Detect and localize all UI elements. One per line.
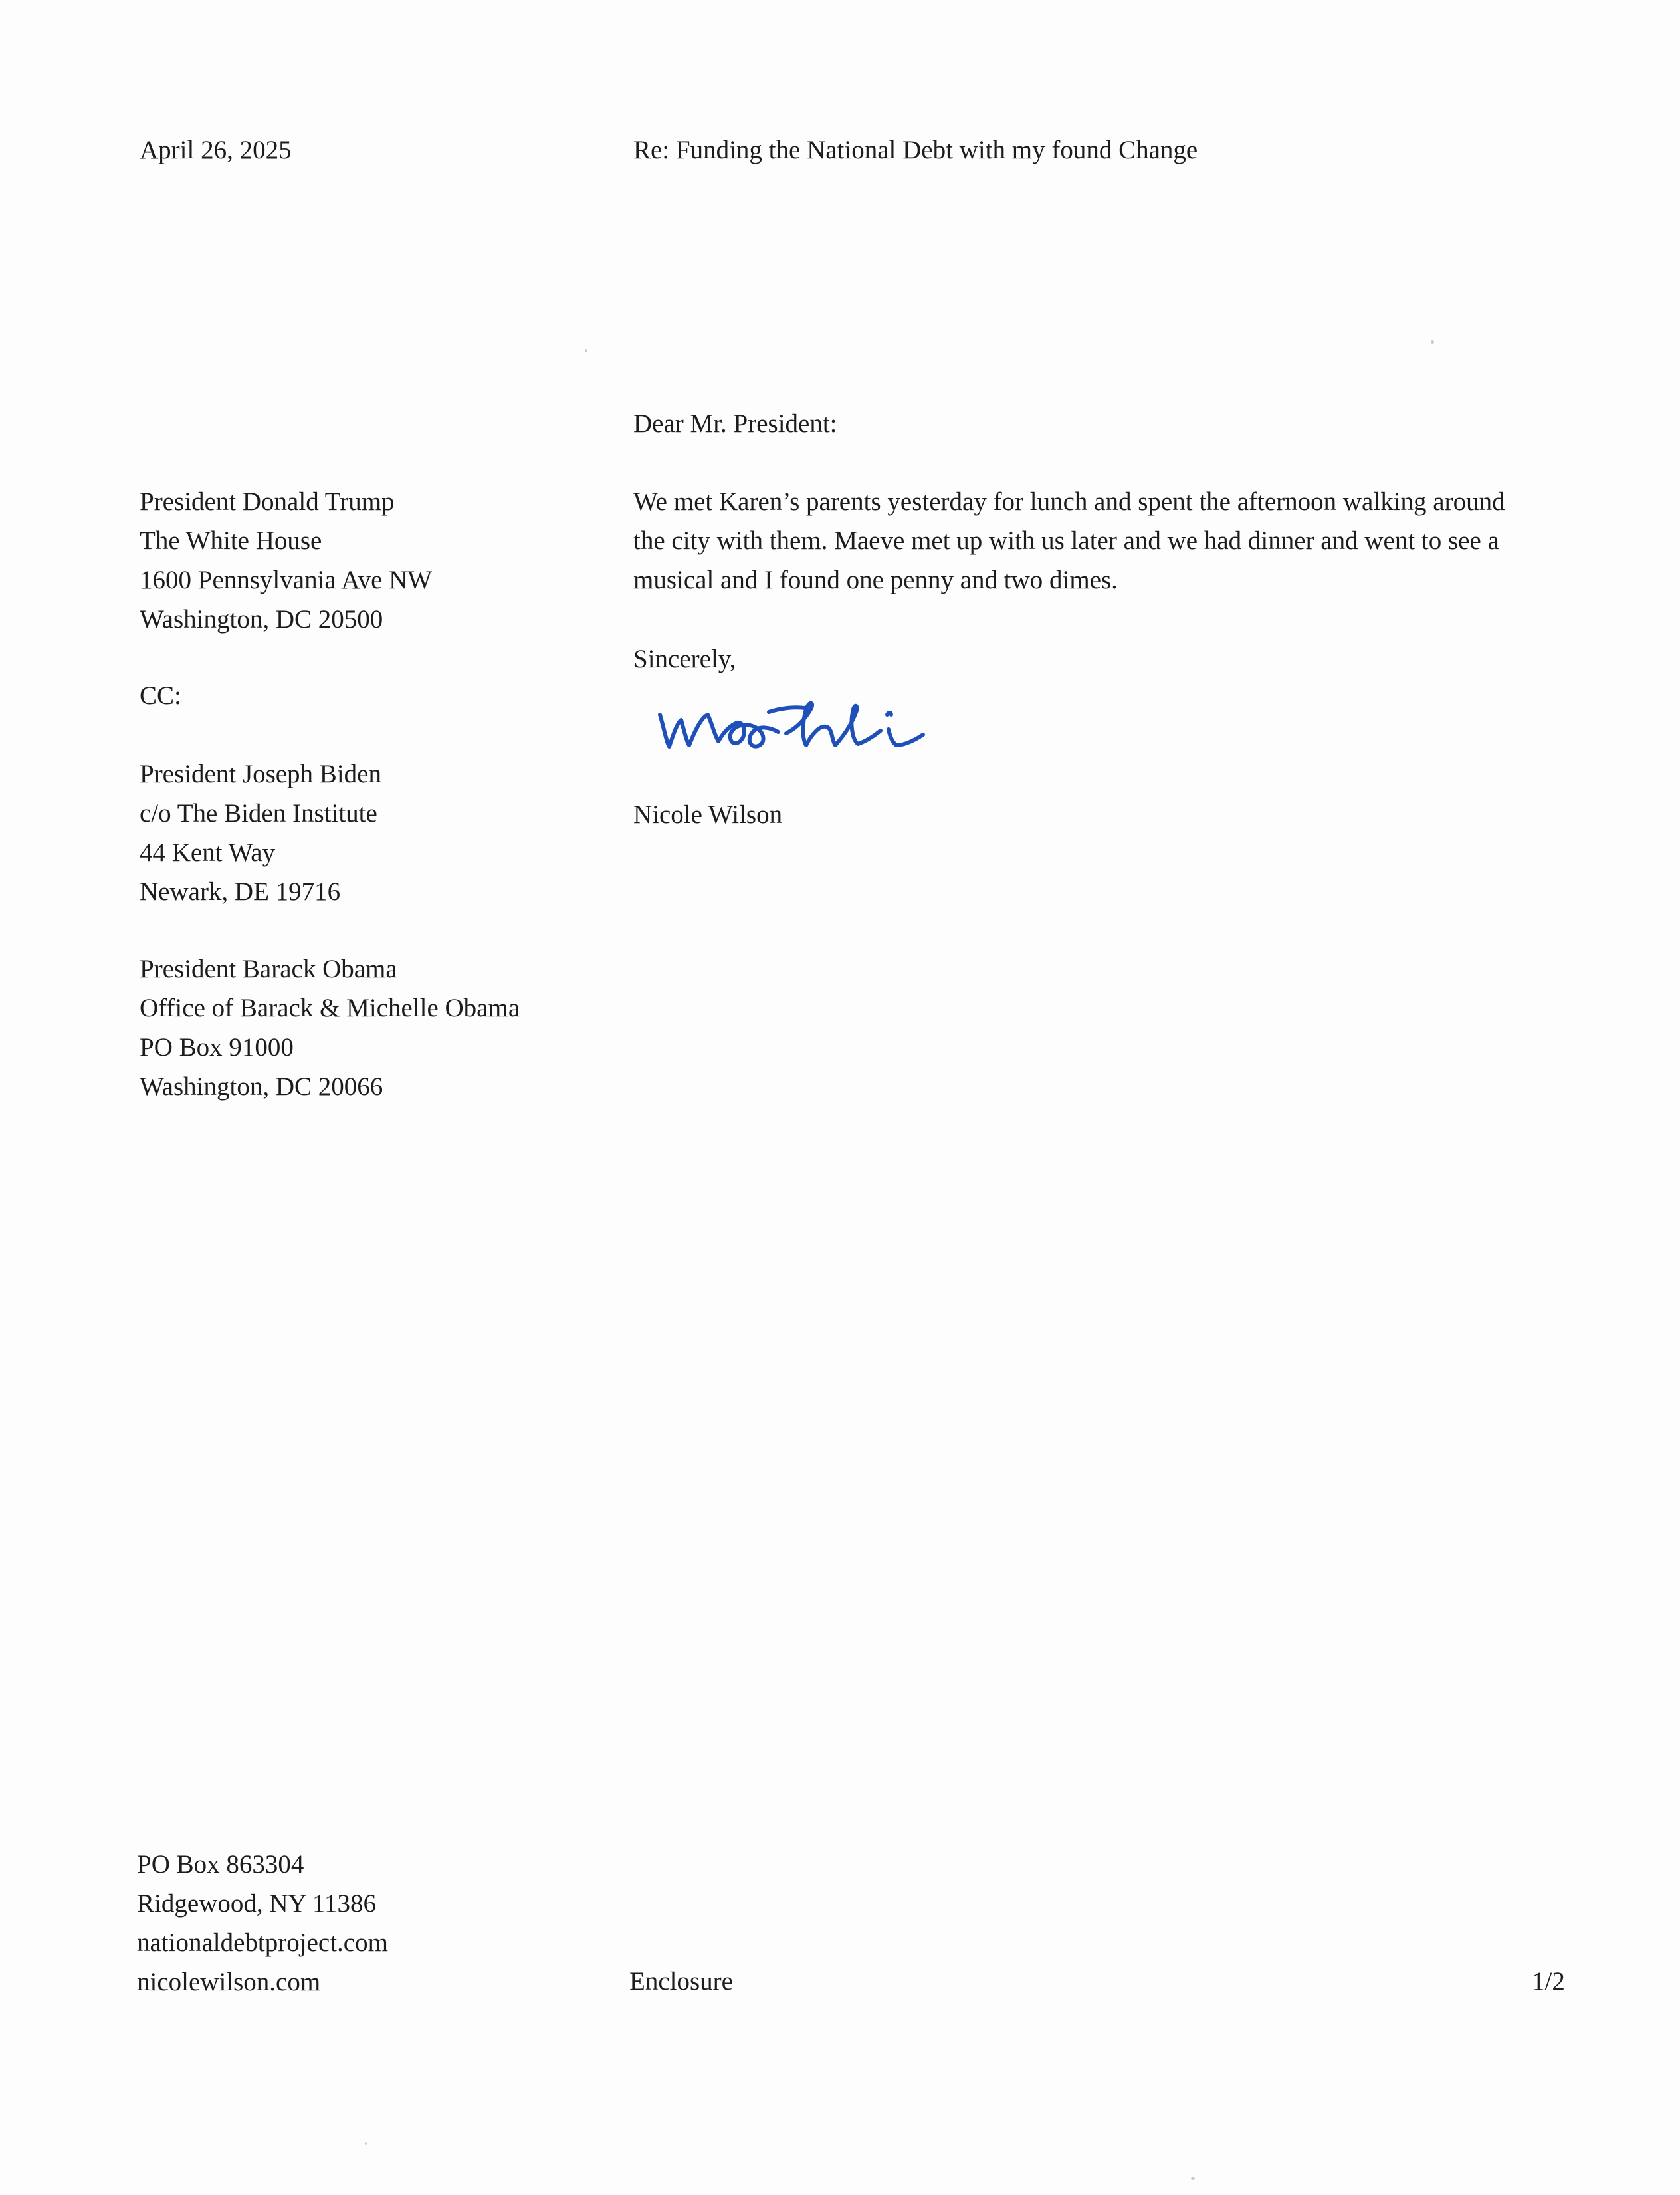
address-line: Washington, DC 20500: [140, 605, 383, 634]
letter-date: April 26, 2025: [140, 136, 292, 164]
cc-address-biden: [140, 754, 381, 911]
page-number: 1/2: [1532, 1967, 1565, 1996]
scan-speck: [585, 349, 587, 352]
scan-speck: [1191, 2177, 1195, 2180]
address-line: President Joseph Biden: [140, 760, 381, 788]
salutation: Dear Mr. President:: [633, 409, 837, 438]
address-line: 1600 Pennsylvania Ave NW: [140, 566, 433, 594]
sender-address: [137, 1845, 388, 2002]
body-line: musical and I found one penny and two dimes.: [633, 566, 1118, 594]
address-line: President Donald Trump: [140, 487, 395, 516]
recipient-address: [140, 482, 432, 639]
address-line: PO Box 91000: [140, 1033, 294, 1062]
handwritten-signature: [655, 688, 974, 761]
signer-name: Nicole Wilson: [633, 800, 783, 829]
address-line: The White House: [140, 526, 322, 555]
scan-speck: [365, 2142, 367, 2145]
body-line: We met Karen’s parents yesterday for lunch and spent the afternoon walking around: [633, 487, 1505, 516]
address-line: c/o The Biden Institute: [140, 799, 377, 828]
address-line: Ridgewood, NY 11386: [137, 1889, 377, 1918]
address-line: Office of Barack & Michelle Obama: [140, 994, 520, 1022]
address-line: nationaldebtproject.com: [137, 1928, 388, 1957]
letter-body: [633, 482, 1577, 600]
closing: Sincerely,: [633, 645, 736, 673]
cc-address-obama: [140, 949, 520, 1106]
address-line: PO Box 863304: [137, 1850, 304, 1879]
address-line: President Barack Obama: [140, 955, 397, 983]
body-line: the city with them. Maeve met up with us later and we had dinner and went to see a: [633, 526, 1499, 555]
scan-speck: [1431, 340, 1434, 344]
cc-label: CC:: [140, 681, 181, 710]
address-line: 44 Kent Way: [140, 838, 276, 867]
address-line: nicolewilson.com: [137, 1968, 321, 1996]
signature-icon: [655, 688, 974, 761]
enclosure-note: Enclosure: [629, 1967, 733, 1996]
address-line: Newark, DE 19716: [140, 877, 341, 906]
letter-subject: Re: Funding the National Debt with my found Change: [633, 136, 1198, 164]
address-line: Washington, DC 20066: [140, 1072, 383, 1101]
